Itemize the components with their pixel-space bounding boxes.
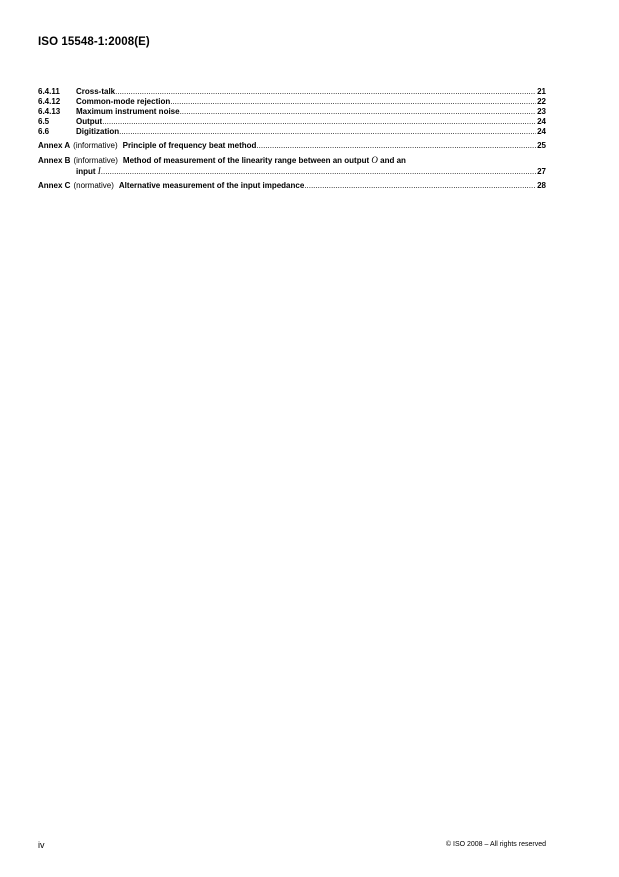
annex-label: Annex A <box>38 141 71 150</box>
dot-leader <box>304 181 536 191</box>
annex-title: Principle of frequency beat method <box>122 141 257 150</box>
toc-entry-page: 25 <box>537 141 546 150</box>
toc-entry-6-5[interactable] <box>38 117 546 127</box>
toc-entry-page: 24 <box>537 127 546 136</box>
toc-entry-page: 21 <box>537 87 546 96</box>
annex-type: (informative) <box>73 156 118 165</box>
toc-entry-page: 22 <box>537 97 546 106</box>
page-number: iv <box>38 840 45 850</box>
document-header: ISO 15548-1:2008(E) <box>38 36 150 48</box>
table-of-contents <box>38 87 546 191</box>
toc-entry-page: 24 <box>537 117 546 126</box>
dot-leader <box>115 87 536 97</box>
toc-entry-title: Maximum instrument noise <box>76 107 180 116</box>
toc-entry-page: 28 <box>537 181 546 190</box>
annex-label: Annex C <box>38 181 71 190</box>
toc-entry-annex-a[interactable] <box>38 141 546 151</box>
annex-b-line-1 <box>38 155 546 166</box>
toc-entry-number: 6.6 <box>38 127 50 136</box>
dot-leader <box>102 117 536 127</box>
dot-leader <box>101 167 536 177</box>
toc-entry-6-4-12[interactable] <box>38 97 546 107</box>
dot-leader <box>119 127 536 137</box>
toc-entry-title: Digitization <box>76 127 120 136</box>
toc-entry-number: 6.4.13 <box>38 107 61 116</box>
annex-type: (informative) <box>73 141 118 150</box>
annex-b-line-2 <box>38 166 546 177</box>
toc-entry-number: 6.5 <box>38 117 50 126</box>
dot-leader <box>256 141 536 151</box>
toc-entry-title: Output <box>76 117 103 126</box>
variable-o: O <box>371 155 378 165</box>
toc-entry-page: 23 <box>537 107 546 116</box>
annex-title-input: input <box>76 167 96 176</box>
annex-label: Annex B <box>38 156 71 165</box>
annex-title-and: and an <box>380 156 406 165</box>
copyright-notice: © ISO 2008 – All rights reserved <box>445 841 546 848</box>
dot-leader <box>170 97 536 107</box>
toc-entry-annex-b[interactable] <box>38 155 546 177</box>
annex-title: Alternative measurement of the input impedance <box>118 181 305 190</box>
dot-leader <box>180 107 537 117</box>
toc-entry-annex-c[interactable] <box>38 181 546 191</box>
toc-entry-title: Cross-talk <box>76 87 116 96</box>
annex-title <box>123 155 406 166</box>
toc-entry-6-6[interactable] <box>38 127 546 137</box>
toc-entry-title: Common-mode rejection <box>76 97 171 106</box>
toc-entry-6-4-11[interactable] <box>38 87 546 97</box>
annex-type: (normative) <box>73 181 114 190</box>
toc-entry-number: 6.4.12 <box>38 97 61 106</box>
toc-entry-page: 27 <box>537 167 546 176</box>
annex-title-continued <box>76 166 101 177</box>
toc-entry-6-4-13[interactable] <box>38 107 546 117</box>
annex-title-text: Method of measurement of the linearity range between an output <box>122 156 370 165</box>
toc-entry-number: 6.4.11 <box>38 87 60 96</box>
variable-i: I <box>97 166 101 176</box>
